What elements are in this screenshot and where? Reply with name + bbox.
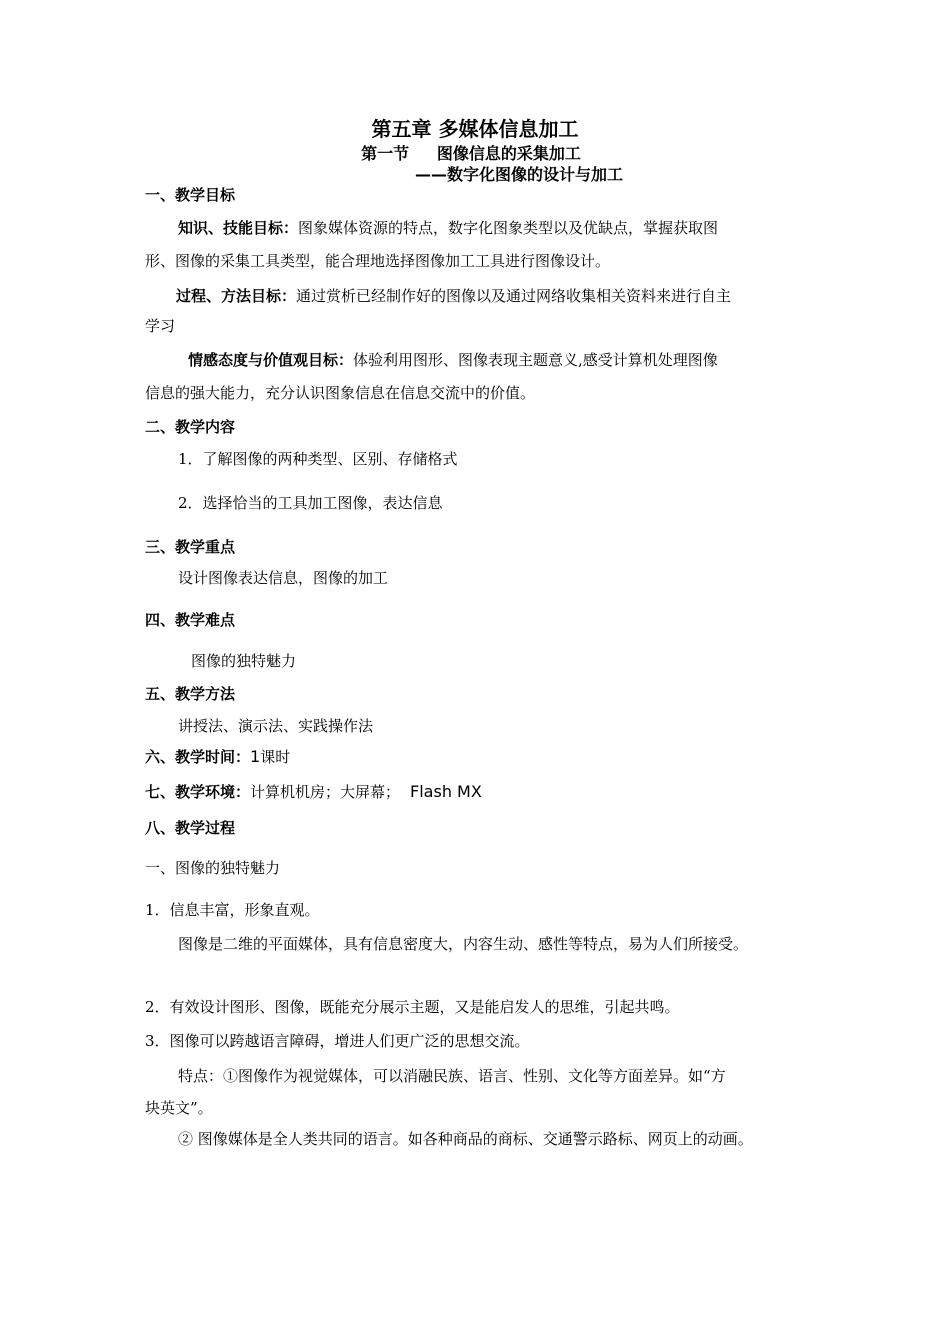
environment-label: 七、教学环境： xyxy=(145,783,251,801)
goal-knowledge-text1: 图象媒体资源的特点，数字化图象类型以及优缺点，掌握获取图 xyxy=(298,219,719,237)
goal-knowledge-label: 知识、技能目标： xyxy=(178,219,299,237)
process-point-3: 3．图像可以跨越语言障碍，增进人们更广泛的思想交流。 xyxy=(145,1032,530,1050)
feature-line-2: 块英文”。 xyxy=(145,1099,213,1117)
process-point-1-detail: 图像是二维的平面媒体，具有信息密度大，内容生动、感性等特点，易为人们所接受。 xyxy=(178,935,749,953)
environment-value: 计算机机房；大屏幕； xyxy=(250,783,401,801)
goal-knowledge-line1 xyxy=(178,218,718,238)
heading-teaching-content: 二、教学内容 xyxy=(145,418,236,436)
content-item-2: 2．选择恰当的工具加工图像，表达信息 xyxy=(178,494,443,512)
content-item-1: 1．了解图像的两种类型、区别、存储格式 xyxy=(178,450,458,468)
environment-line xyxy=(145,782,482,802)
goal-emotion-line2: 信息的强大能力，充分认识图象信息在信息交流中的价值。 xyxy=(145,384,536,402)
goal-emotion-line1 xyxy=(188,350,718,370)
process-sub-heading: 一、图像的独特魅力 xyxy=(145,859,281,877)
goal-process-text1: 通过赏析已经制作好的图像以及通过网络收集相关资料来进行自主 xyxy=(296,287,732,305)
goal-process-line1 xyxy=(176,286,731,306)
environment-software: Flash MX xyxy=(410,782,482,801)
time-label: 六、教学时间： xyxy=(145,748,251,766)
goal-emotion-text1: 体验利用图形、图像表现主题意义,感受计算机处理图像 xyxy=(353,351,718,369)
method-text: 讲授法、演示法、实践操作法 xyxy=(178,717,374,735)
feature-line-1: 特点：①图像作为视觉媒体，可以消融民族、语言、性别、文化等方面差异。如“方 xyxy=(178,1067,726,1085)
heading-process: 八、教学过程 xyxy=(145,819,236,837)
process-point-1: 1．信息丰富，形象直观。 xyxy=(145,901,320,919)
difficulty-text: 图像的独特魅力 xyxy=(191,652,297,670)
chapter-title: 第五章 多媒体信息加工 xyxy=(371,117,579,141)
feature-line-3: ② 图像媒体是全人类共同的语言。如各种商品的商标、交通警示路标、网页上的动画。 xyxy=(178,1130,753,1148)
time-value: 1 xyxy=(250,747,261,766)
heading-difficulty: 四、教学难点 xyxy=(145,611,236,629)
goal-knowledge-line2: 形、图像的采集工具类型，能合理地选择图像加工工具进行图像设计。 xyxy=(145,252,611,270)
goal-process-line2: 学习 xyxy=(145,317,176,335)
process-point-2: 2．有效设计图形、图像，既能充分展示主题，又是能启发人的思维，引起共鸣。 xyxy=(145,998,680,1016)
time-line xyxy=(145,747,290,767)
heading-teaching-goals: 一、教学目标 xyxy=(145,186,236,204)
heading-key-point: 三、教学重点 xyxy=(145,538,236,556)
time-unit: 课时 xyxy=(260,748,291,766)
goal-process-label: 过程、方法目标： xyxy=(176,287,297,305)
key-point-text: 设计图像表达信息，图像的加工 xyxy=(178,569,389,587)
goal-emotion-label: 情感态度与价值观目标： xyxy=(188,351,354,369)
section-subtitle: ——数字化图像的设计与加工 xyxy=(414,165,623,184)
section-title: 第一节 图像信息的采集加工 xyxy=(361,144,581,163)
heading-method: 五、教学方法 xyxy=(145,685,236,703)
